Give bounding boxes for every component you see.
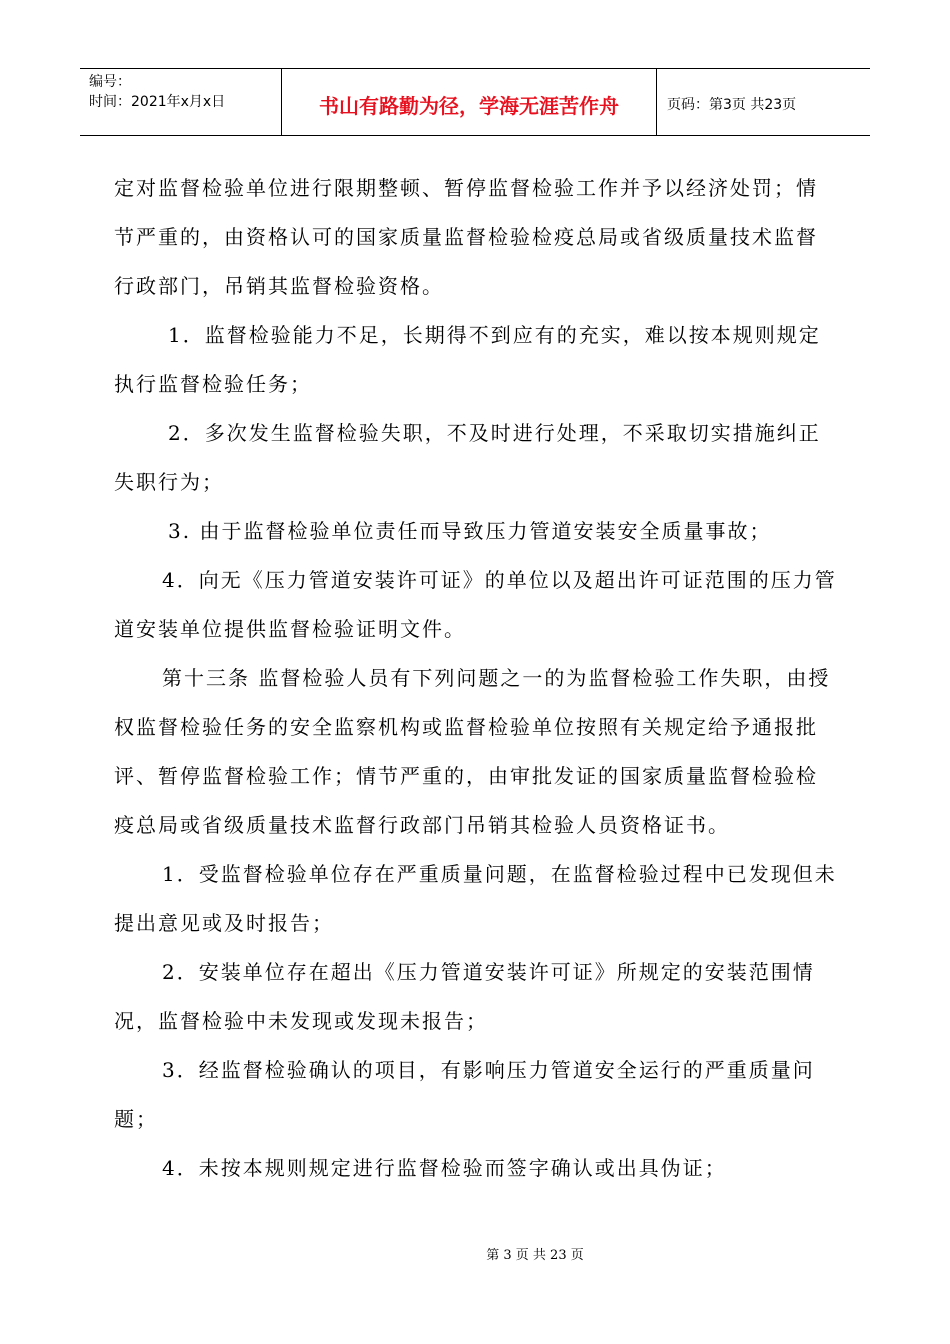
- document-date-label: 时间：2021年x月x日: [89, 94, 226, 110]
- header-motto: 书山有路勤为径，学海无涯苦作舟: [282, 69, 657, 135]
- list-item: 2．安装单位存在超出《压力管道安装许可证》所规定的安装范围情况，监督检验中未发现或发现未报告；: [114, 960, 815, 1033]
- footer-page-number: 第 3 页 共 23 页: [486, 1248, 584, 1263]
- list-item: 4．向无《压力管道安装许可证》的单位以及超出许可证范围的压力管道安装单位提供监督检验证明文件。: [114, 568, 837, 641]
- list-item: 4．未按本规则规定进行监督检验而签字确认或出具伪证；: [162, 1156, 727, 1180]
- page-footer: [0, 1244, 950, 1263]
- list-item: 2．多次发生监督检验失职，不及时进行处理，不采取切实措施纠正失职行为；: [114, 421, 821, 494]
- header-page-number: 页码：第3页 共23页: [667, 97, 797, 113]
- document-number-label: 编号：: [89, 74, 131, 90]
- header-meta: [80, 69, 282, 135]
- paragraph-continuation: 定对监督检验单位进行限期整顿、暂停监督检验工作并予以经济处罚；情节严重的，由资格认可的国家质量监督检验检疫总局或省级质量技术监督行政部门，吊销其监督检验资格。: [114, 176, 818, 298]
- list-item: 3. 由于监督检验单位责任而导致压力管道安装安全质量事故；: [168, 519, 772, 543]
- page-header: [80, 68, 870, 136]
- list-item: 1．受监督检验单位存在严重质量问题，在监督检验过程中已发现但未提出意见或及时报告；: [114, 862, 837, 935]
- document-body: [114, 164, 838, 1193]
- list-item: 1．监督检验能力不足，长期得不到应有的充实，难以按本规则规定执行监督检验任务；: [114, 323, 821, 396]
- article-paragraph: 第十三条 监督检验人员有下列问题之一的为监督检验工作失职，由授权监督检验任务的安全监察机构或监督检验单位按照有关规定给予通报批评、暂停监督检验工作；情节严重的，由审批发证的国家质量监督检验检疫总局或省级质量技术监督行政部门吊销其检验人员资格证书。: [114, 666, 831, 837]
- list-item: 3．经监督检验确认的项目，有影响压力管道安全运行的严重质量问题；: [114, 1058, 815, 1131]
